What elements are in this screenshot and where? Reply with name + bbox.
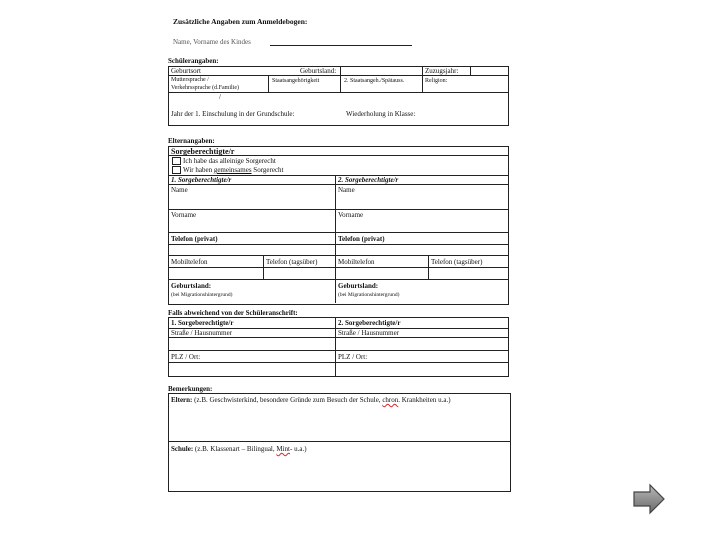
strasse-label-2: Straße / Hausnummer [338,329,400,337]
telefon-tagsueber-label-1: Telefon (tagsüber) [266,258,318,266]
religion-label: Religion: [425,78,448,84]
abweichend-section-title: Falls abweichend von der Schüleranschrift: [168,309,298,317]
muttersprache-label-1: Muttersprache / [171,77,209,83]
alleiniges-sorgerecht-label: Ich habe das alleinige Sorgerecht [183,157,276,165]
vorname-label-2: Vorname [338,211,364,219]
gemeinsames-sorgerecht-checkbox[interactable] [172,166,181,174]
mobiltelefon-label-2: Mobiltelefon [338,258,375,266]
next-slide-button[interactable] [632,483,666,515]
wiederholung-label: Wiederholung in Klasse: [346,110,416,118]
zuzugsjahr-label: Zuzugsjahr: [425,67,459,75]
bemerkungen-section-title: Bemerkungen: [168,385,213,393]
alleiniges-sorgerecht-checkbox[interactable] [172,157,181,165]
zweite-staatsangehoerigkeit-label: 2. Staatsangeh./Spätauss. [344,78,405,84]
telefon-tagsueber-label-2: Telefon (tagsüber) [431,258,483,266]
plz-label-2: PLZ / Ort: [338,353,368,361]
gemeinsames-sorgerecht-label: Wir haben gemeinsames Sorgerecht [183,166,284,174]
col1-title: 1. Sorgeberechtigte/r [171,176,232,184]
abw-col1-title: 1. Sorgeberechtigte/r [171,319,234,327]
name-label-1: Name [171,186,188,194]
name-label-2: Name [338,186,355,194]
arrow-right-icon [632,483,666,515]
bemerkungen-schule-text: Schule: (z.B. Klassenart – Bilingual, Mint- u.a.) [171,445,307,453]
geburtsland-hint-2: (bei Migrationshintergrund) [338,292,400,298]
slash-text: / [219,93,221,101]
mobiltelefon-label-1: Mobiltelefon [171,258,208,266]
col2-title: 2. Sorgeberechtigte/r [338,176,399,184]
abw-col2-title: 2. Sorgeberechtigte/r [338,319,401,327]
geburtsland-label: Geburtsland: [300,67,337,75]
vorname-label-1: Vorname [171,211,197,219]
sorge-title: Sorgeberechtigte/r [171,147,235,156]
telefon-privat-label-2: Telefon (privat) [338,235,385,243]
bemerkungen-eltern-text: Eltern: (z.B. Geschwisterkind, besondere Gründe zum Besuch der Schule, chron. Krankheiten u.a.) [171,396,451,404]
geburtsland-label-2: Geburtsland: [338,282,379,290]
eltern-section-title: Elternangaben: [168,137,215,145]
child-name-field[interactable] [270,45,412,46]
child-name-label: Name, Vorname des Kindes [173,38,251,46]
einschulung-label: Jahr der 1. Einschulung in der Grundschule: [171,110,295,118]
telefon-privat-label-1: Telefon (privat) [171,235,218,243]
strasse-label-1: Straße / Hausnummer [171,329,233,337]
schueler-section-title: Schülerangaben: [168,57,219,65]
geburtsland-label-1: Geburtsland: [171,282,212,290]
plz-label-1: PLZ / Ort: [171,353,201,361]
page-title: Zusätzliche Angaben zum Anmeldebogen: [173,17,308,26]
geburtsland-hint-1: (bei Migrationshintergrund) [171,292,233,298]
geburtsort-label: Geburtsort [171,67,201,75]
bemerkungen-table [168,393,511,492]
staatsangehoerigkeit-label: Staatsangehörigkeit [272,78,320,84]
muttersprache-label-2: Verkehrssprache (d.Familie) [171,85,239,91]
